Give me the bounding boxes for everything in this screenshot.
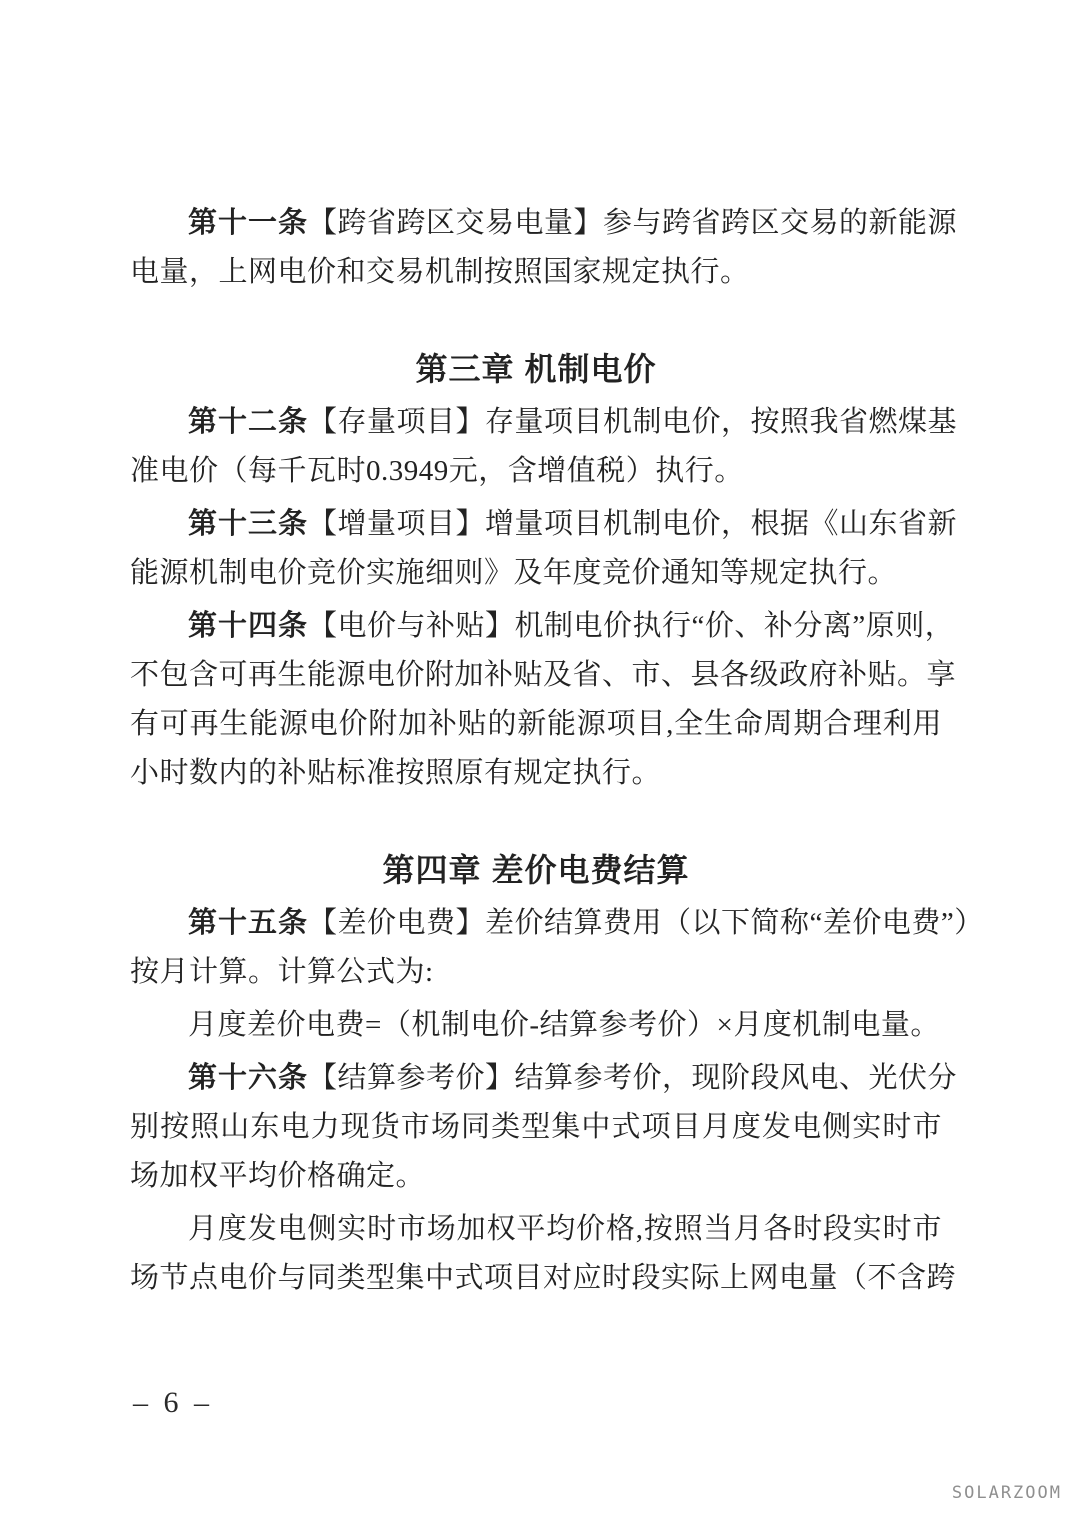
- text-segment: 【增量项目】增量项目机制电价，根据《山东省新: [308, 508, 958, 540]
- text-line: [130, 1001, 942, 1050]
- article-14: [130, 602, 957, 798]
- text-segment: 【结算参考价】结算参考价，现阶段风电、光伏分: [308, 1062, 958, 1094]
- text-segment: 电量，上网电价和交易机制按照国家规定执行。: [130, 256, 750, 288]
- text-segment: 月度差价电费=（机制电价-结算参考价）×月度机制电量。: [188, 1009, 940, 1041]
- text-segment: 能源机制电价竞价实施细则》及年度竞价通知等规定执行。: [130, 557, 898, 589]
- article-number: 第十四条: [188, 610, 309, 642]
- text-line: [130, 500, 958, 549]
- article-16-continuation: [130, 1205, 957, 1303]
- article-16: [130, 1054, 958, 1201]
- text-segment: 【差价电费】差价结算费用（以下简称“差价电费”）: [308, 907, 984, 939]
- page-number: – 6 –: [133, 1386, 213, 1419]
- text-line: [130, 700, 942, 749]
- text-segment: 有可再生能源电价附加补贴的新能源项目,全生命周期合理利用: [130, 708, 942, 740]
- text-line: [130, 1254, 957, 1303]
- article-number: 第十三条: [188, 508, 309, 540]
- text-line: [130, 948, 942, 997]
- text-segment: 场加权平均价格确定。: [130, 1160, 426, 1192]
- text-segment: 场节点电价与同类型集中式项目对应时段实际上网电量（不含跨: [130, 1262, 957, 1294]
- article-15: [130, 899, 984, 997]
- document-body: [130, 199, 984, 1307]
- chapter-4-heading: 第四章 差价电费结算: [382, 852, 690, 888]
- article-number: 第十二条: [188, 406, 309, 438]
- text-segment: 别按照山东电力现货市场同类型集中式项目月度发电侧实时市: [130, 1111, 942, 1143]
- text-line: [130, 1205, 942, 1254]
- article-number: 第十五条: [188, 907, 309, 939]
- text-segment: 【存量项目】存量项目机制电价，按照我省燃煤基: [308, 406, 958, 438]
- article-number: 第十一条: [188, 207, 309, 239]
- text-segment: 准电价（每千瓦时0.3949元，含增值税）执行。: [130, 455, 744, 487]
- text-line: [130, 398, 958, 447]
- text-segment: 【跨省跨区交易电量】参与跨省跨区交易的新能源: [308, 207, 958, 239]
- formula: [130, 1001, 942, 1050]
- text-line: [130, 749, 942, 798]
- article-13: [130, 500, 958, 598]
- text-segment: 月度发电侧实时市场加权平均价格,按照当月各时段实时市: [188, 1213, 942, 1245]
- text-line: [130, 447, 942, 496]
- text-line: [130, 199, 958, 248]
- text-line: [130, 899, 984, 948]
- text-line: [130, 1103, 942, 1152]
- text-segment: 按月计算。计算公式为:: [130, 956, 434, 988]
- text-line: [130, 651, 957, 700]
- text-line: [130, 602, 955, 651]
- text-segment: 【电价与补贴】机制电价执行“价、补分离”原则，: [308, 610, 955, 642]
- text-segment: 不包含可再生能源电价附加补贴及省、市、县各级政府补贴。享: [130, 659, 957, 691]
- text-line: [130, 1152, 942, 1201]
- text-segment: 小时数内的补贴标准按照原有规定执行。: [130, 757, 662, 789]
- watermark-solarzoom: SOLARZOOM: [951, 1483, 1062, 1503]
- chapter-3-heading: 第三章 机制电价: [415, 351, 657, 387]
- article-12: [130, 398, 958, 496]
- text-line: [130, 248, 942, 297]
- article-number: 第十六条: [188, 1062, 309, 1094]
- text-line: [130, 1054, 958, 1103]
- article-11: [130, 199, 958, 297]
- text-line: [130, 549, 942, 598]
